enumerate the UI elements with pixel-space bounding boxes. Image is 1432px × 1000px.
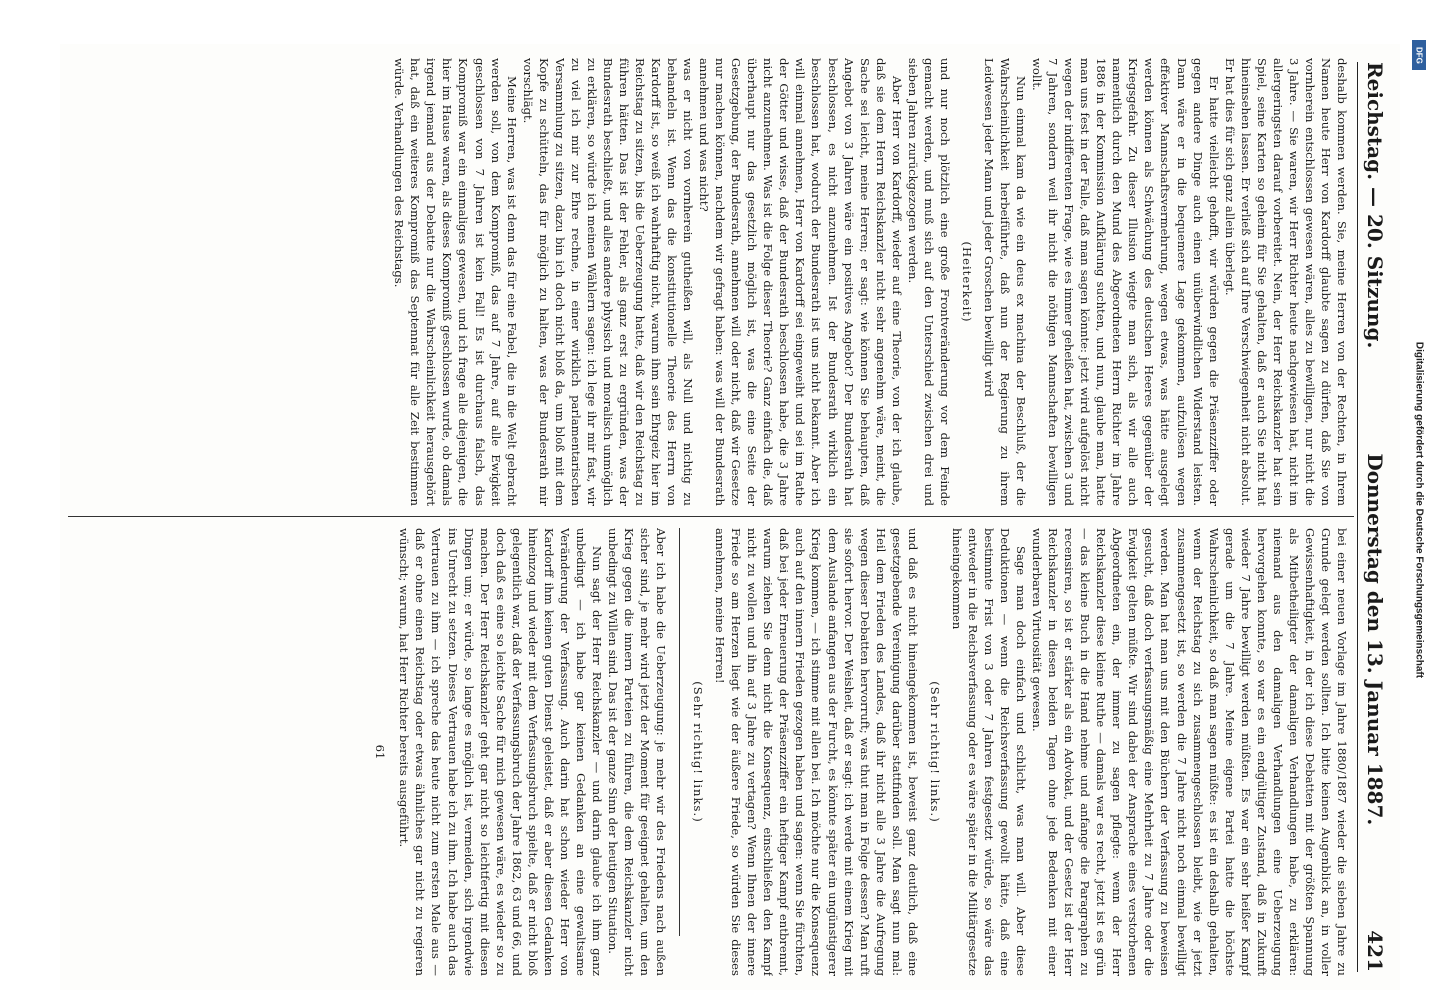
page-content (60, 44, 1400, 990)
paragraph: deshalb kommen werden. Sie, meine Herren von der Rechten, in Ihrem Namen heute Herr von Kardorff glaubte sagen zu dürfen, daß Sie von vornherein entschlossen gewesen wären, alles zu bewilligen, nur nicht die 3 Jahre. — Sie waren, wir Herr Richter heute nachgewiesen hat, nicht im allergeringsten darauf vorbereitet. Nein, der Herr Reichskanzler hat sein Spiel, seine Karten so geheim für Sie gehalten, daß er auch Sie nicht hat hineinsehen lassen. Er verließ sich auf Ihre Verschwiegenheit nicht absolut. Er hat dies für sich ganz allein überlegt. (1222, 58, 1349, 506)
paragraph: Sage man doch einfach und schlicht, was man will. Aber diese Deduktionen — wenn die Reichsverfassung gewollt hätte, daß eine bestimmte Frist von 3 oder 7 Jahren festgesetzt würde, so wäre das entweder in die Reichsverfassung oder es wäre später in die Militärgesetze hineingekommen (949, 528, 1029, 976)
paragraph: Er hatte vielleicht gehofft, wir würden gegen die Präsenzziffer oder gegen andere Dinge auch einen unüberwindlichen Widerstand leisten. Dann wäre er in die bequemere Lage gekommen, aufzulösen wegen effektiver Mannschaftsvermehrung, wegen etwas, was hätte ausgelegt werden können als Schwächung des deutschen Heeres gegenüber der Kriegsgefahr. Zu dieser Illusion wiegte man sich, als wir alle auch namentlich durch den Mund des Abgeordneten Herrn Richter im Jahre 1886 in der Kommission Aufklärung suchten, und nun, glaube man, hatte man uns fest in der Falle, daß man sagen könnte: jetzt wird aufgelöst nicht wegen der indifferenten Frage, wie es immer geheißen hat, zwischen 3 und 7 Jahren, sondern weil ihr nicht die nöthigen Mannschaften bewilligen wollt. (1030, 58, 1221, 506)
paragraph: bei einer neuen Vorlage im Jahre 1880/1887 wieder die sieben Jahre zu Grunde gelegt werden sollten. Ich bitte keinen Augenblick an, in voller Gewissenhaftigkeit, in der ich diese Debatten mit der größten Spannung als Mitbetheiligter der damaligen Verhandlungen habe, zu erklären: niemand aus den damaligen Verhandlungen eine Ueberzeugung hervorgehen konnte, so war es ein endgültiger Zustand, daß in Zukunft wieder 7 Jahre bewilligt werden müßten. Es war ein sehr heißer Kampf gerade um die 7 Jahre. Meine eigene Partei hatte die höchste Wahrscheinlichkeit, so daß man sagen müßte: es ist ein deshalb gehalten, wenn der Reichstag zu sich zusammengeschlossen bleibt, wie er jetzt zusammengesetzt ist, so werden die 7 Jahre nicht noch einmal bewilligt werden. Man hat man uns mit den Büchern der Verfassung zu beweisen gesucht, daß doch verfassungsmäßig eine Mehrheit zu 7 Jahre oder die Ewigkeit gelten müßte. Wir sind dabei der Ansprache eines verstorbenen Abgeordneten ein, der immer zu sagen pflegte: wenn der Herr Reichskanzler diese kleine Ruthe — damals war es recht, jetzt ist es grün — das kleine Buch in die Hand nehme und anfange die Paragraphen zu recensiren, so ist er stärker als ein Advokat, und der Gesetz ist der Herr Reichskanzler in diesen beiden Tagen ohne jede Bedenken mit einer wunderbaren Virtuosität gewesen. (1030, 528, 1349, 976)
newspaper-page (60, 44, 1400, 990)
interjection: (Sehr richtig! links.) (691, 681, 706, 823)
column-divider (68, 516, 1354, 517)
interjection: (Sehr richtig! links.) (927, 681, 942, 823)
digitization-credit (1412, 40, 1426, 980)
paragraph: Nun einmal kam da wie ein deus ex machina der Beschluß, der die Wahrscheinlichkeit herbeiführte, daß nun der Regierung zu ihrem Leidwesen jeder Mann und jeder Groschen bewilligt wird (981, 58, 1029, 506)
dfg-logo: DFG (1412, 40, 1426, 70)
column-footer-number: 61 (373, 744, 388, 760)
paragraph: Aber Herr von Kardorff, wieder auf eine Theorie, von der ich glaube, daß sie dem Herrn Reichskanzler nicht sehr angenehm wäre, meint, die Sache sei leicht, meine Herren; er sagt: wie können Sie behaupten, daß Angebot von 3 Jahren wäre ein positives Angebot? Der Bundesrath hat beschlossen, es nicht anzunehmen. Ist der Bundesrath wirklich ein beschlossen hat, wodurch der Bundesrath ist uns nicht bekannt. Aber ich will einmal annehmen, Herr von Kardorff sei eingeweiht und sei im Rathe der Götter und wisse, daß der Bundesrath beschlossen habe, die 3 Jahre nicht anzunehmen. Was ist die Folge dieser Theorie? Ganz einfach die, daß überhaupt nur das gesetzlich möglich ist, was die eine Seite der Gesetzgebung, der Bundesrath, annehmen will oder nicht, daß wir Gesetze nur machen können, nachdem wir gefragt haben: was will der Bundesrath annehmen und was nicht? (697, 58, 904, 506)
paragraph: Aber ich habe die Ueberzeugung: je mehr wir des Friedens nach außen sicher sind, je mehr wird jetzt der Moment für geeignet gehalten, um den Krieg gegen die innern Parteien zu führen, die dem Reichskanzler nicht unbedingt zu Willen sind. Das ist der ganze Sinn der heutigen Situation. (605, 528, 669, 976)
page-header (1357, 62, 1392, 972)
paragraph: und nur noch plötzlich eine große Frontveränderung vor dem Feinde gemacht werden, und muß sich auf den Unterschied zwischen drei und sieben Jahren zurückgezogen werden. (905, 58, 952, 506)
header-date: Donnerstag den 13. Januar 1887. (1363, 453, 1387, 826)
interjection: (Heiterkeit) (959, 241, 974, 323)
page-number: 421 (1363, 930, 1387, 972)
paragraph: Meine Herren, was ist denn das für eine Fabel, die in die Welt gebracht werden soll, von dem Kompromiß, das auf 7 Jahre, auf alle Ewigkeit geschlossen von 7 Jahren ist kein Fall! Es ist durchaus falsch, das Kompromiß war ein einmaliges gewesen, und ich frage alle diejenigen, die hier im Hause waren, als dieses Kompromiß geschlossen wurde, ob damals irgend jemand aus der Debatte nur die Wahrscheinlichkeit herausgehört hat, daß ein weiteres Kompromiß das Septennat für alle Zeit bestimmen würde. Verhandlungen des Reichstags. (392, 58, 519, 506)
left-column (70, 58, 1350, 506)
header-left: Reichstag. — 20. Sitzung. (1363, 62, 1387, 349)
credit-text: Digitalisierung gefördert durch die Deutsche Forschungsgemeinschaft (1413, 341, 1425, 679)
paragraph: und daß es nicht hineingekommen ist, beweist ganz deutlich, daß eine gesetzgebende Vereinigung darüber stattfinden soll. Man sagt nun mal: Heil dem Frieden des Landes, daß ihr nicht alle 3 Jahre die Aufregung wegen dieser Debatten hervorruft; was thut man in Folge dessen? Man ruft sie sofort hervor. Der Weisheit, daß er sagt: ich werde mit einem Krieg mit dem Auslande anfangen aus der Furcht, es könnte später ein ungünstigerer Krieg kommen, — ich stimme mit allen bei. Ich möchte nur die Konsequenz auch auf den innern Frieden gezogen haben und sagen: wenn Sie fürchten, daß bei jeder Erneuerung der Präsenzziffer ein heftiger Kampf entbrennt, warum ziehen Sie denn nicht die Konsequenz, einschließen den Kampf nicht zu wollen und ihn auf 3 Jahre zu vertagen? Wenn Ihnen der innere Friede so am Herzen liegt wie der äußere Friede, so würden Sie dieses annehmen, meine Herren! (713, 528, 920, 976)
paragraph: Nun sagt der Herr Reichskanzler — und darin glaube ich ihm ganz unbedingt — ich habe gar keinen Gedanken an eine gewaltsame Veränderung der Verfassung. Auch darin hat schon wieder Herr von Kardorff ihm keinen guten Dienst geleistet, daß er aber diesen Gedanken hineinzog und wieder mit dem Verfassungsbruch spielte, daß er nicht bloß gelegentlich war, daß der Verfassungsbruch der Jahre 1862, 63 und 66, und doch daß es eine so leichte Sache für mich gewesen wäre, es wieder so zu machen. Der Herr Reichskanzler geht gar nicht so leichtfertig mit diesen Dingen um; er würde, so lange es möglich ist, vermeiden, sich irgendwie ins Unrecht zu setzen. Dieses Vertrauen habe ich zu ihm. Ich habe auch das Vertrauen zu ihm — ich spreche das heute nicht zum ersten Male aus — daß er ohne einen Reichstag oder etwas ähnliches gar nicht zu regieren wünscht; warum, hat Herr Richter bereits ausgeführt. (397, 528, 604, 976)
right-column (70, 528, 1350, 976)
paragraph: was er nicht von vornherein gutheißen will, als Null und nichtig zu behandeln ist. Wenn das die konstitutionelle Theorie des Herrn von Kardorff ist, so weiß ich wahrhaftig nicht, warum ihm sein Ehrgeiz hier im Reichstag zu sitzen, bis die Ueberzeugung hatte, daß wir den Reichstag zu führen hätten. Das ist der Fehler, als ganz erst zu ergründen, was der Bundesrath beschließt, und alles andere physisch und moralisch unmöglich zu erklären, so würde ich meinen Wählern sagen: ich lege ihr mir fast, wir zu viel ich mir zur Ehre rechne, in einer wirklich parlamentarischen Versammlung zu sitzen, dazu bin ich doch nicht bloß da, um bloß mit dem Kopfe zu schütteln, das für möglich zu halten, was der Bundesrath mir vorschlägt. (520, 58, 696, 506)
section-rule (679, 528, 680, 936)
